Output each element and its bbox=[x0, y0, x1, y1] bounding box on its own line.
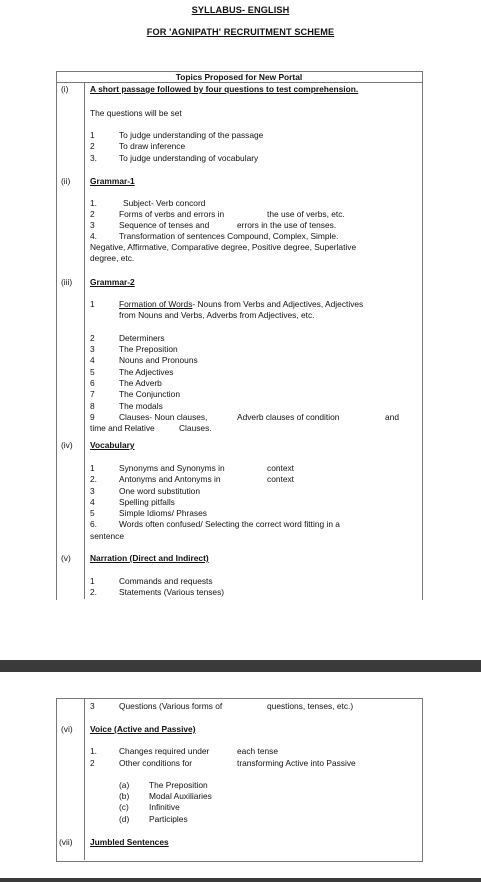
list-number: 9 bbox=[90, 412, 95, 422]
list-number: 3 bbox=[90, 220, 95, 230]
list-number: 1. bbox=[90, 198, 97, 208]
section-number: (vii) bbox=[59, 837, 73, 847]
sub-list-item: The Preposition bbox=[149, 780, 208, 790]
list-item: The Preposition bbox=[119, 344, 178, 354]
document-title: SYLLABUS- ENGLISH bbox=[191, 5, 290, 15]
list-number: 2. bbox=[90, 474, 97, 484]
section-number: (v) bbox=[61, 553, 71, 563]
list-item: Antonyms and Antonyms in bbox=[119, 474, 221, 484]
formation-of-words-text: - Nouns from Verbs and Adjectives, Adjectives bbox=[192, 299, 364, 309]
list-item-wrap: sentence bbox=[90, 531, 124, 541]
list-item: Nouns and Pronouns bbox=[119, 355, 198, 365]
list-item-continued: the use of verbs, etc. bbox=[267, 209, 345, 219]
list-item: To judge understanding of vocabulary bbox=[119, 153, 259, 163]
table-header-divider bbox=[56, 82, 422, 83]
list-item: The Conjunction bbox=[119, 389, 180, 399]
list-item-wrap: time and Relative bbox=[90, 423, 155, 433]
section-heading: Grammar-2 bbox=[90, 277, 135, 287]
list-item-continued: each tense bbox=[237, 746, 278, 756]
list-item: Changes required under bbox=[119, 746, 210, 756]
section-heading: A short passage followed by four questions to test comprehension. bbox=[90, 84, 359, 94]
formation-of-words-label: Formation of Words bbox=[119, 299, 193, 309]
list-item-wrap: from Nouns and Verbs, Adverbs from Adjectives, etc. bbox=[119, 310, 315, 320]
list-number: 1. bbox=[90, 746, 97, 756]
list-number: 1 bbox=[90, 130, 95, 140]
list-item: Questions (Various forms of bbox=[119, 701, 223, 711]
section-heading: Vocabulary bbox=[90, 440, 135, 450]
sub-list-letter: (a) bbox=[119, 780, 130, 790]
list-number: 1 bbox=[90, 576, 95, 586]
list-number: 3 bbox=[90, 344, 95, 354]
list-item: The Adjectives bbox=[119, 367, 174, 377]
section-number: (ii) bbox=[61, 176, 71, 186]
list-number: 4 bbox=[90, 355, 95, 365]
list-item: To judge understanding of the passage bbox=[119, 130, 264, 140]
list-item: Simple Idioms/ Phrases bbox=[119, 508, 207, 518]
list-item: The Adverb bbox=[119, 378, 162, 388]
list-item-continued: context bbox=[267, 463, 295, 473]
list-number: 5 bbox=[90, 508, 95, 518]
list-number: 2 bbox=[90, 333, 95, 343]
section-heading: Narration (Direct and Indirect) bbox=[90, 553, 209, 563]
section-intro: The questions will be set bbox=[90, 108, 182, 118]
section-heading: Voice (Active and Passive) bbox=[90, 724, 196, 734]
list-item-wrap: degree, etc. bbox=[90, 253, 135, 263]
section-number: (iii) bbox=[61, 277, 73, 287]
section-number: (i) bbox=[61, 84, 69, 94]
list-number: 3 bbox=[90, 701, 95, 711]
table-header: Topics Proposed for New Portal bbox=[175, 72, 303, 82]
list-item: To draw inference bbox=[119, 141, 186, 151]
list-number: 7 bbox=[90, 389, 95, 399]
list-number: 5 bbox=[90, 367, 95, 377]
list-number: 3 bbox=[90, 486, 95, 496]
list-item: The modals bbox=[119, 401, 163, 411]
list-item: Transformation of sentences Compound, Complex, Simple. bbox=[119, 231, 339, 241]
list-item: Subject- Verb concord bbox=[123, 198, 206, 208]
sub-list-item: Infinitive bbox=[149, 802, 180, 812]
list-number: 4. bbox=[90, 231, 97, 241]
list-number: 6 bbox=[90, 378, 95, 388]
list-item: Spelling pitfalls bbox=[119, 497, 175, 507]
list-number: 2 bbox=[90, 758, 95, 768]
list-item: Determiners bbox=[119, 333, 165, 343]
list-item-wrap: Clauses. bbox=[179, 423, 212, 433]
section-heading: Jumbled Sentences bbox=[90, 837, 169, 847]
list-number: 6. bbox=[90, 519, 97, 529]
table-column-divider bbox=[84, 698, 85, 860]
list-number: 2 bbox=[90, 209, 95, 219]
sub-list-item: Participles bbox=[149, 814, 188, 824]
list-item: Other conditions for bbox=[119, 758, 193, 768]
page-separator bbox=[0, 660, 481, 672]
list-item-wrap: Negative, Affirmative, Comparative degree, Positive degree, Superlative bbox=[90, 242, 357, 252]
page-separator bbox=[0, 878, 481, 882]
list-item: Sequence of tenses and bbox=[119, 220, 210, 230]
list-item-continued: Adverb clauses of condition bbox=[237, 412, 340, 422]
sub-list-letter: (c) bbox=[119, 802, 129, 812]
list-item: Forms of verbs and errors in bbox=[119, 209, 225, 219]
sub-list-letter: (d) bbox=[119, 814, 130, 824]
list-number: 8 bbox=[90, 401, 95, 411]
list-item-continued: and bbox=[385, 412, 399, 422]
list-number: 1 bbox=[90, 463, 95, 473]
sub-list-letter: (b) bbox=[119, 791, 130, 801]
list-number: 3. bbox=[90, 153, 97, 163]
list-item-continued: questions, tenses, etc.) bbox=[267, 701, 354, 711]
list-item: Words often confused/ Selecting the correct word fitting in a bbox=[119, 519, 340, 529]
list-item-continued: errors in the use of tenses. bbox=[237, 220, 337, 230]
list-item bbox=[119, 299, 363, 309]
list-number: 1 bbox=[90, 299, 95, 309]
list-number: 2. bbox=[90, 587, 97, 597]
list-item: Commands and requests bbox=[119, 576, 213, 586]
list-item: Statements (Various tenses) bbox=[119, 587, 225, 597]
list-item: Clauses- Noun clauses, bbox=[119, 412, 208, 422]
list-item: One word substitution bbox=[119, 486, 201, 496]
section-number: (iv) bbox=[61, 440, 73, 450]
section-heading: Grammar-1 bbox=[90, 176, 135, 186]
section-number: (vi) bbox=[61, 724, 73, 734]
document-subtitle: FOR 'AGNIPATH' RECRUITMENT SCHEME bbox=[146, 27, 335, 37]
list-item: Synonyms and Synonyms in bbox=[119, 463, 225, 473]
table-column-divider bbox=[84, 82, 85, 599]
sub-list-item: Modal Auxiliaries bbox=[149, 791, 212, 801]
list-item-continued: context bbox=[267, 474, 295, 484]
list-item-continued: transforming Active into Passive bbox=[237, 758, 356, 768]
list-number: 4 bbox=[90, 497, 95, 507]
list-number: 2 bbox=[90, 141, 95, 151]
